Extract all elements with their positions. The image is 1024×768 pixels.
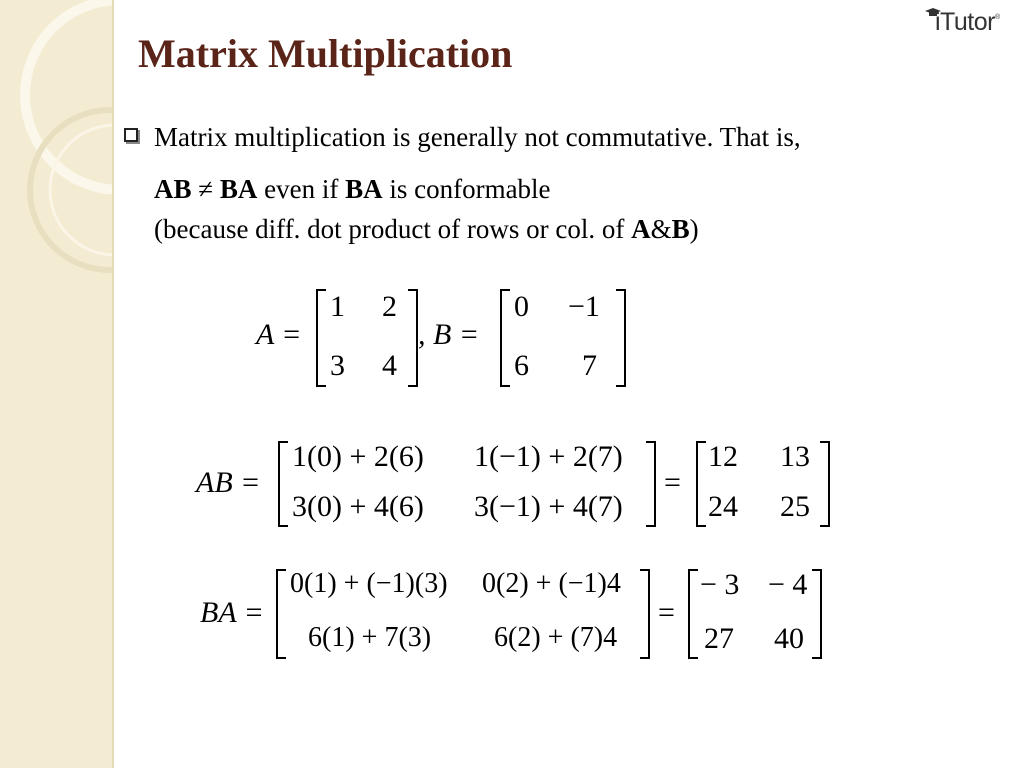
slide-title: Matrix Multiplication bbox=[138, 31, 513, 76]
ab-label: AB = bbox=[196, 466, 261, 499]
even-if-text: even if bbox=[264, 174, 339, 204]
a-text: A bbox=[631, 214, 651, 244]
ba-result-cell: 40 bbox=[774, 622, 804, 655]
ab-expr-cell: 3(0) + 4(6) bbox=[292, 490, 424, 523]
reason-line bbox=[154, 214, 699, 245]
reason-text: (because diff. dot product of rows or col. of bbox=[154, 214, 625, 244]
matrix-a-cell: 2 bbox=[382, 290, 397, 323]
matrix-b-cell: −1 bbox=[568, 290, 600, 323]
matrix-a-label: A = bbox=[256, 318, 302, 351]
ab-result-cell: 12 bbox=[708, 440, 738, 473]
decorative-rings bbox=[0, 0, 112, 768]
statement-line bbox=[154, 174, 551, 205]
ba-result-cell: − 4 bbox=[768, 568, 808, 601]
ba-expr-cell: 0(1) + (−1)(3) bbox=[290, 568, 448, 599]
ba-equals: = bbox=[658, 596, 675, 629]
ba-result-cell: 27 bbox=[704, 622, 734, 655]
close-paren: ) bbox=[689, 214, 699, 244]
ba-text-2: BA bbox=[345, 174, 383, 204]
registered-mark: ® bbox=[994, 14, 1000, 21]
decorative-sidebar bbox=[0, 0, 114, 768]
ba-result-cell: − 3 bbox=[700, 568, 740, 601]
matrix-b-cell: 7 bbox=[582, 349, 597, 382]
matrix-b-cell: 6 bbox=[514, 349, 529, 382]
ba-expr-cell: 0(2) + (−1)4 bbox=[482, 568, 621, 599]
matrix-a-cell: 1 bbox=[330, 290, 345, 323]
ab-text: AB bbox=[154, 174, 192, 204]
ab-equals: = bbox=[664, 466, 681, 499]
matrix-a-cell: 3 bbox=[330, 349, 345, 382]
matrix-b-cell: 0 bbox=[514, 290, 529, 323]
ba-expr-cell: 6(1) + 7(3) bbox=[308, 622, 432, 653]
bullet-line: Matrix multiplication is generally not commutative. That is, bbox=[154, 122, 801, 152]
ba-text: BA bbox=[219, 174, 258, 204]
ba-label: BA = bbox=[200, 596, 264, 629]
matrix-a-cell: 4 bbox=[382, 349, 397, 382]
matrix-b-label: , B = bbox=[418, 318, 480, 351]
ab-expr-cell: 1(0) + 2(6) bbox=[292, 440, 424, 473]
conformable-text: is conformable bbox=[389, 174, 551, 204]
amp-text: & bbox=[650, 214, 672, 244]
ab-expr-cell: 3(−1) + 4(7) bbox=[474, 490, 623, 523]
b-text: B bbox=[671, 214, 690, 244]
brand-logo bbox=[925, 8, 1000, 37]
ab-expr-cell: 1(−1) + 2(7) bbox=[474, 440, 623, 473]
ab-result-cell: 25 bbox=[780, 490, 810, 523]
ba-expr-cell: 6(2) + (7)4 bbox=[494, 622, 618, 653]
ab-result-cell: 13 bbox=[780, 440, 810, 473]
not-equal-sign: ≠ bbox=[198, 174, 214, 204]
bullet-box-icon bbox=[124, 128, 138, 142]
brand-name: iTutor bbox=[935, 8, 995, 36]
ab-result-cell: 24 bbox=[708, 490, 738, 523]
